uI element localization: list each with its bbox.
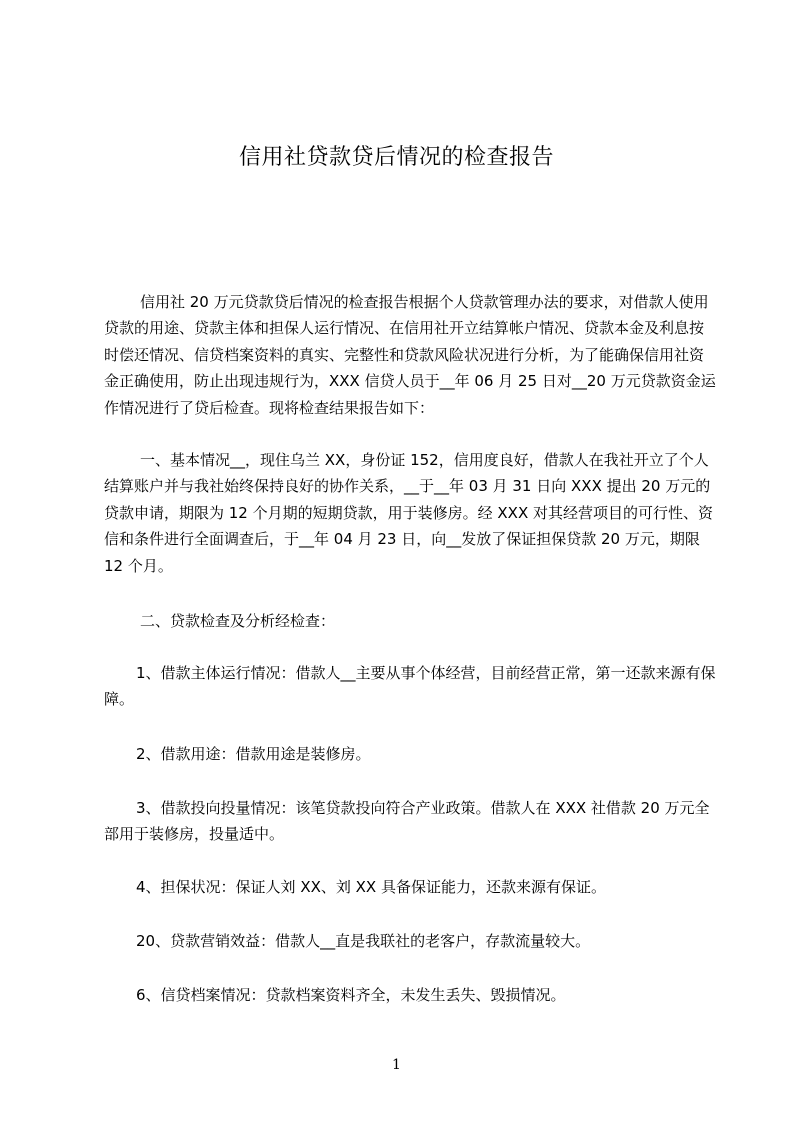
list-item-credit-archive: 6、信贷档案情况：贷款档案资料齐全，未发生丢失、毁损情况。 [136,986,566,1004]
list-item-loan-purpose: 2、借款用途：借款用途是装修房。 [136,745,371,763]
list-item-marketing-benefit: 20、贷款营销效益：借款人__直是我联社的老客户，存款流量较大。 [136,932,591,950]
page-number: 1 [392,1057,401,1073]
section-loan-check-heading: 二、贷款检查及分析经检查： [140,612,336,630]
document-title: 信用社贷款贷后情况的检查报告 [238,145,554,170]
intro-paragraph: 信用社 20 万元贷款贷后情况的检查报告根据个人贷款管理办法的要求，对借款人使用贷款的用途、贷款主体和担保人运行情况、在信用社开立结算帐户情况、贷款本金及利息按时偿还情况、信贷档案资料的真实、完整性和贷款风险状况进行分析，为了能确保信用社资金正确使用，防止出现违规行为，XXX 信贷人员于__年 06 月 25 日对__20 万元贷款资金运作情况进行了贷后检查。现将检查结果报告如下： [104,293,716,417]
list-item-guarantee-status: 4、担保状况：保证人刘 XX、刘 XX 具备保证能力，还款来源有保证。 [136,878,606,896]
section-basic-info: 一、基本情况__，现住乌兰 XX，身份证 152，信用度良好，借款人在我社开立了个人结算账户并与我社始终保持良好的协作关系，__于__年 03 月 31 日向 XXX 提出 20 万元的贷款申请，期限为 12 个月期的短期贷款，用于装修房。经 XXX 对其经营项目的可行性、资信和条件进行全面调查后，于__年 04 月 23 日，向__发放了保证担保贷款 20 万元，期限 12 个月。 [104,451,713,575]
list-item-loan-direction: 3、借款投向投量情况：该笔贷款投向符合产业政策。借款人在 XXX 社借款 20 万元全部用于装修房，投量适中。 [104,799,710,844]
list-item-borrower-operation: 1、借款主体运行情况：借款人__主要从事个体经营，目前经营正常，第一还款来源有保障。 [104,664,716,709]
